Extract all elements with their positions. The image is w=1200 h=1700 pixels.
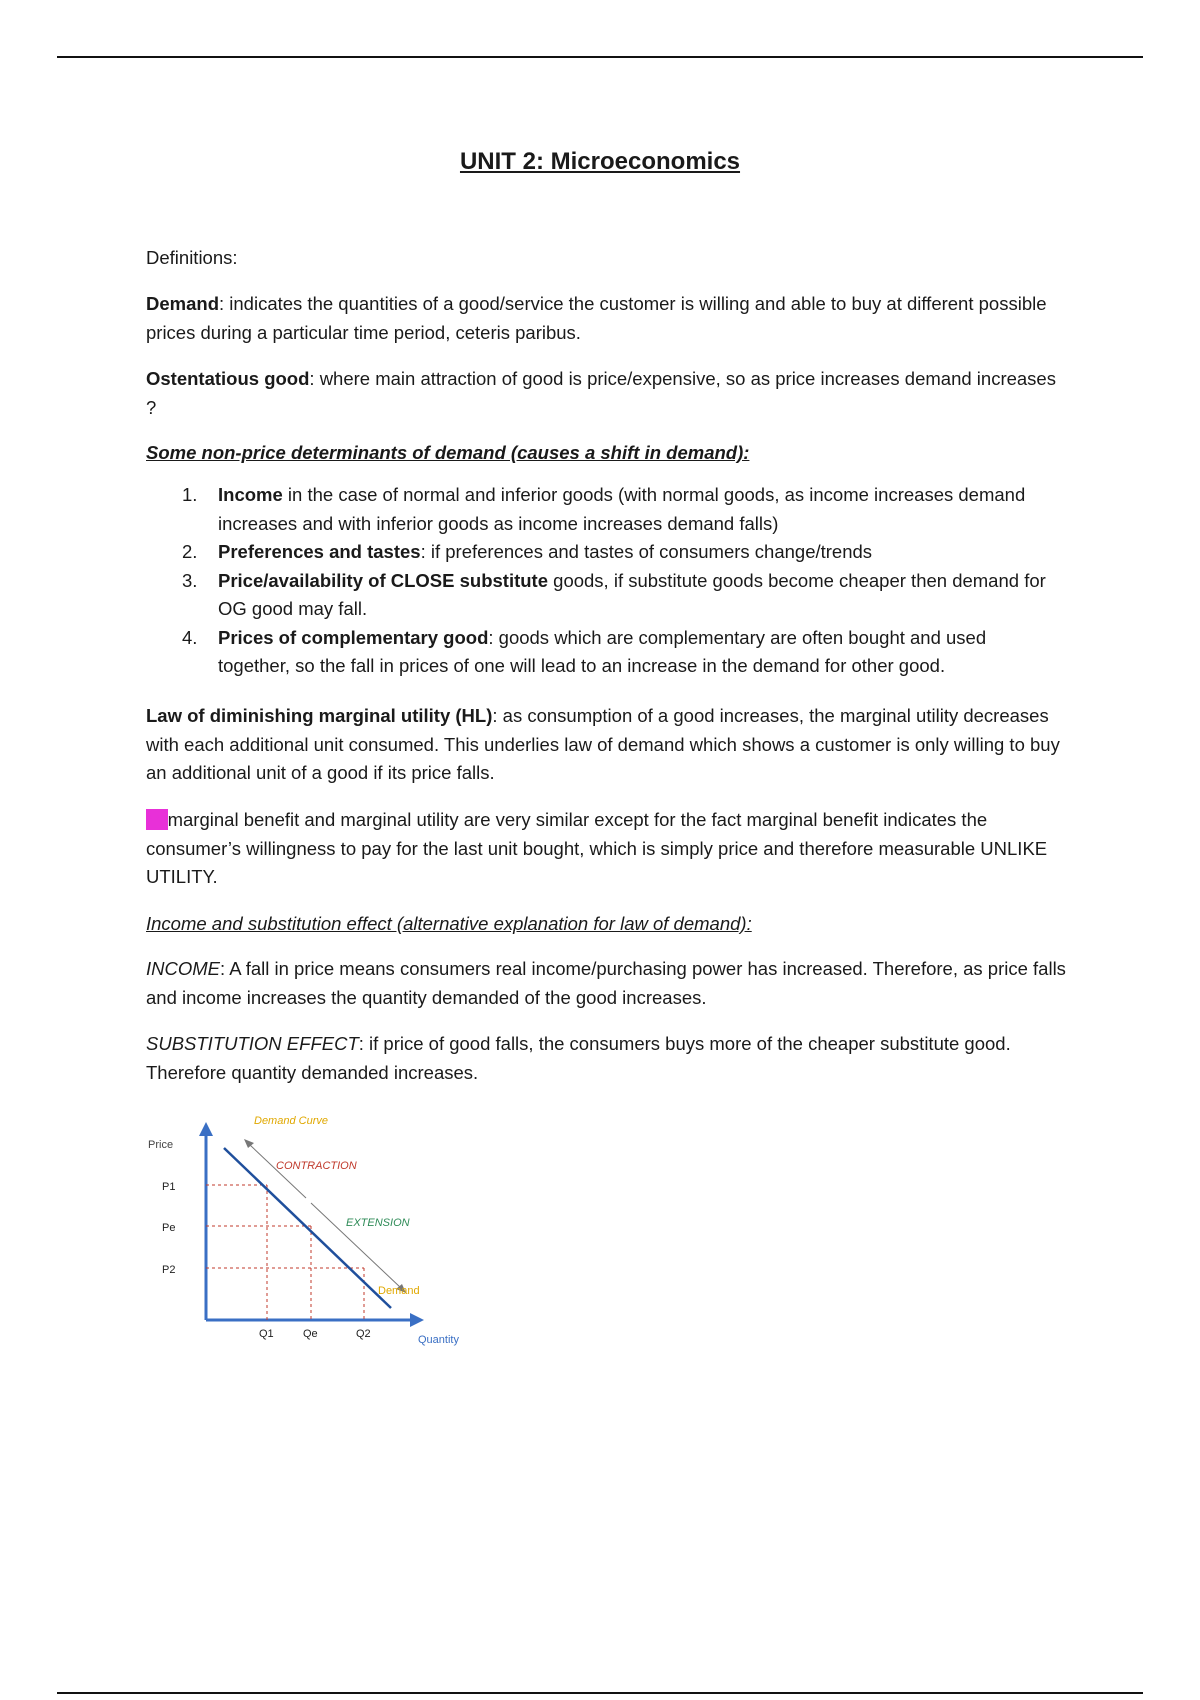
x-axis-arrow — [410, 1313, 424, 1327]
law-diminishing-utility — [146, 702, 1066, 788]
substitution-effect — [146, 1030, 1066, 1087]
list-item: 2. Preferences and tastes: if preferences and tastes of consumers change/trends — [182, 541, 873, 562]
definitions-label: Definitions: — [146, 247, 238, 268]
top-rule — [57, 56, 1143, 58]
y-axis-arrow — [199, 1122, 213, 1136]
price-tick-pe: Pe — [162, 1222, 176, 1234]
income-term: INCOME — [146, 958, 220, 979]
contraction-label: CONTRACTION — [276, 1160, 357, 1172]
list-item: 3. Price/availability of CLOSE substitute goods, if substitute goods become cheaper then demand for OG good may fall. — [182, 569, 1046, 619]
income-effect — [146, 955, 1066, 1012]
y-axis-label: Price — [148, 1139, 174, 1151]
determinants-list — [182, 481, 1062, 681]
x-axis-label: Quantity — [418, 1334, 459, 1346]
income-text: : A fall in price means consumers real income/purchasing power has increased. Therefore, as price falls and income increases the quantity demanded of the good increases. — [146, 958, 1066, 1008]
quantity-tick-q1: Q1 — [259, 1328, 274, 1340]
price-tick-p1: P1 — [162, 1181, 176, 1193]
list-item: 4. Prices of complementary good: goods which are complementary are often bought and used together, so the fall in prices of one will lead to an increase in the demand for other good. — [182, 626, 987, 676]
demand-definition — [146, 290, 1066, 347]
income-substitution-heading: Income and substitution effect (alternative explanation for law of demand): — [146, 913, 752, 934]
ostentatious-text: : where main attraction of good is price/expensive, so as price increases demand increases ? — [146, 368, 1056, 418]
bottom-rule — [57, 1692, 1143, 1694]
marginal-note-text: marginal benefit and marginal utility are very similar except for the fact marginal benefit indicates the consumer’s willingness to pay for the last unit bought, which is simply price and therefore measurable UNLIKE UTILITY. — [146, 809, 1048, 887]
marginal-note — [146, 806, 1066, 892]
highlight-marker: *** — [146, 809, 168, 830]
law-term: Law of diminishing marginal utility (HL) — [146, 705, 493, 726]
ostentatious-term: Ostentatious good — [146, 368, 310, 389]
demand-curve-label: Demand — [378, 1285, 420, 1297]
demand-term: Demand — [146, 293, 219, 314]
demand-text: : indicates the quantities of a good/service the customer is willing and able to buy at different possible prices during a particular time period, ceteris paribus. — [146, 293, 1047, 343]
substitution-text: : if price of good falls, the consumers buys more of the cheaper substitute good. Therefore quantity demanded increases. — [146, 1033, 1011, 1083]
quantity-tick-qe: Qe — [303, 1328, 318, 1340]
price-tick-p2: P2 — [162, 1264, 176, 1276]
list-item: 1. Income in the case of normal and inferior goods (with normal goods, as income increases demand increases and with inferior goods as income increases demand falls) — [182, 484, 1026, 534]
substitution-term: SUBSTITUTION EFFECT — [146, 1033, 359, 1054]
law-text: : as consumption of a good increases, the marginal utility decreases with each additional unit consumed. This underlies law of demand which shows a customer is only willing to buy an additional unit of a good if its price falls. — [146, 705, 1060, 783]
extension-label: EXTENSION — [346, 1217, 410, 1229]
chart-title: Demand Curve — [254, 1115, 328, 1127]
ostentatious-definition — [146, 365, 1066, 422]
non-price-heading: Some non-price determinants of demand (causes a shift in demand): — [146, 442, 750, 463]
contraction-arrowhead — [244, 1139, 254, 1148]
quantity-tick-q2: Q2 — [356, 1328, 371, 1340]
demand-curve-chart — [146, 1108, 476, 1348]
page-title: UNIT 2: Microeconomics — [459, 148, 741, 175]
